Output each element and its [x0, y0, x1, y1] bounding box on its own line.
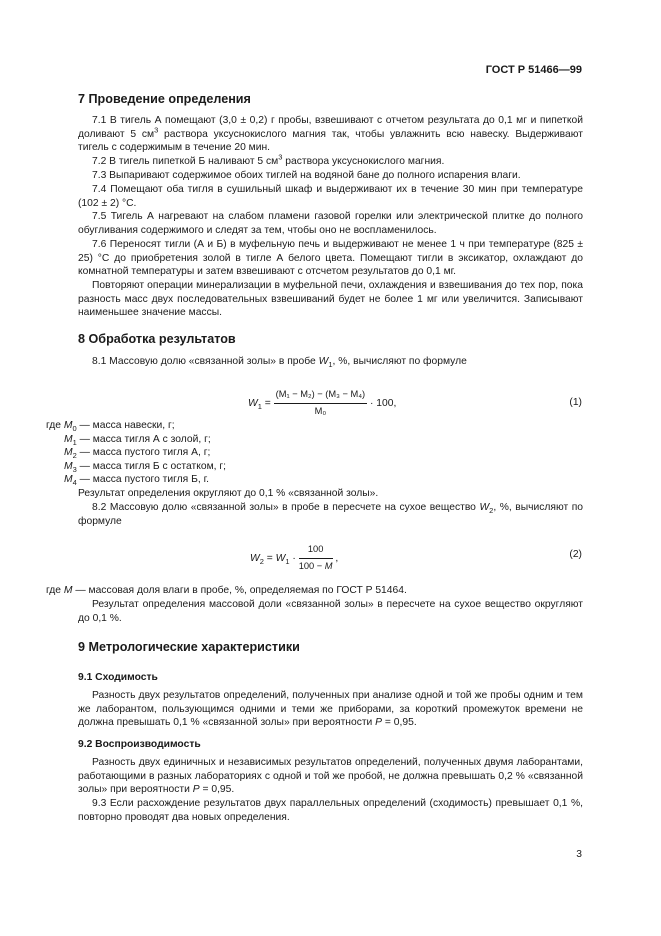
formula-1-number: (1) [569, 397, 582, 408]
para-8-1: 8.1 Массовую долю «связанной золы» в пробе $W_1$, %, вычисляют по формуле [92, 356, 467, 370]
section-8-title: 8 Обработка результатов [78, 332, 236, 346]
page-number: 3 [576, 849, 582, 860]
formula-2: $W_2 = W_1$ · $\frac{100}{100 - M}$ , [250, 543, 338, 573]
para-9-2: Разность двух единичных и независимых результатов определений, полученных двумя лаборантами, работающими в разных лабораториях с одной и той же пробой, не должна превышать 0,2 % «связанной золы» при вероятности P = 0,95. [78, 757, 583, 796]
section-7-title: 7 Проведение определения [78, 92, 251, 106]
round-note-1: Результат определения округляют до 0,1 % «связанной золы». [78, 488, 379, 499]
section-9-title: 9 Метрологические характеристики [78, 640, 300, 654]
def-m1: $M_1$ — масса тигля А с золой, г; [64, 434, 211, 448]
para-7-6: 7.6 Переносят тигли (А и Б) в муфельную печь и выдерживают не менее 1 ч при температуре (825 ± 25) °С до приобретения золой в тигле А белого цвета. Помещают тигли в эксикатор, охлаждают до комнатной температуры и затем взвешивают с отсчетом результатов до 0,1 мг. [78, 239, 583, 278]
para-9-1: Разность двух результатов определений, полученных при анализе одной и той же пробы одним и тем же лаборантом, пользующимся одними и теми же приборами, за короткий промежуток времени не должна превышать 0,1 % «связанной золы» при вероятности P = 0,95. [78, 690, 583, 729]
subsection-9-1: 9.1 Сходимость [78, 672, 158, 683]
formula-1-numerator: (M₁ − M₂) − (M₃ − M₄) [274, 388, 367, 404]
para-7-5: 7.5 Тигель А нагревают на слабом пламени газовой горелки или электрической плитке до полного обугливания содержимого и следят за тем, чтобы оно не воспламенилось. [78, 211, 583, 236]
subsection-9-2: 9.2 Воспроизводимость [78, 739, 201, 750]
def-m3: $M_3$ — масса тигля Б с остатком, г; [64, 461, 226, 475]
para-7-3: 7.3 Выпаривают содержимое обоих тиглей на водяной бане до полного испарения влаги. [92, 170, 521, 181]
def-m2: $M_2$ — масса пустого тигля А, г; [64, 447, 211, 461]
para-9-3: 9.3 Если расхождение результатов двух параллельных определений (сходимость) превышает 0,1 %, повторно проводят два новых определения. [78, 798, 583, 823]
def-m0: где $M_0$ — масса навески, г; [46, 420, 175, 434]
para-7-1: 7.1 В тигель А помещают (3,0 ± 0,2) г пробы, взвешивают с отчетом результата до 0,1 мг и пипеткой доливают 5 $см^3$ раствора уксуснокислого магния так, чтобы увлажнить всю навеску. Выдерживают тигель с содержимым в течение 20 мин. [78, 115, 583, 154]
formula-2-numerator: 100 [299, 543, 333, 559]
formula-2-number: (2) [569, 549, 582, 560]
para-7-2: 7.2 В тигель пипеткой Б наливают 5 $см^3$ раствора уксуснокислого магния. [92, 152, 445, 167]
para-7-4: 7.4 Помещают оба тигля в сушильный шкаф и выдерживают их в течение 30 мин при температуре (102 ± 2) °С. [78, 184, 583, 209]
formula-1-denominator: M₀ [314, 405, 327, 416]
formula-1: $W_1$ = $\frac{\text{(M₁ − M₂) − (M₃ − M₄)}}{\text{M₀}}$ · 100, [248, 388, 396, 418]
round-note-2: Результат определения массовой доли «связанной золы» в пересчете на сухое вещество округляют до 0,1 %. [78, 599, 583, 624]
para-8-2: 8.2 Массовую долю «связанной золы» в пробе в пересчете на сухое вещество $W_2$, %, вычисляют по формуле [78, 502, 583, 527]
formula-2-denominator: 100 − M [298, 560, 333, 571]
def-m4: $M_4$ — масса пустого тигля Б, г. [64, 474, 209, 488]
document-header: ГОСТ Р 51466—99 [485, 64, 582, 76]
para-7-7: Повторяют операции минерализации в муфельной печи, охлаждения и взвешивания до тех пор, пока разность масс двух последовательных взвешиваний будет не более 1 мг или увеличится. Записывают наименьшее значение массы. [78, 280, 583, 319]
def-m-moisture: где M — массовая доля влаги в пробе, %, определяемая по ГОСТ Р 51464. [46, 585, 407, 596]
